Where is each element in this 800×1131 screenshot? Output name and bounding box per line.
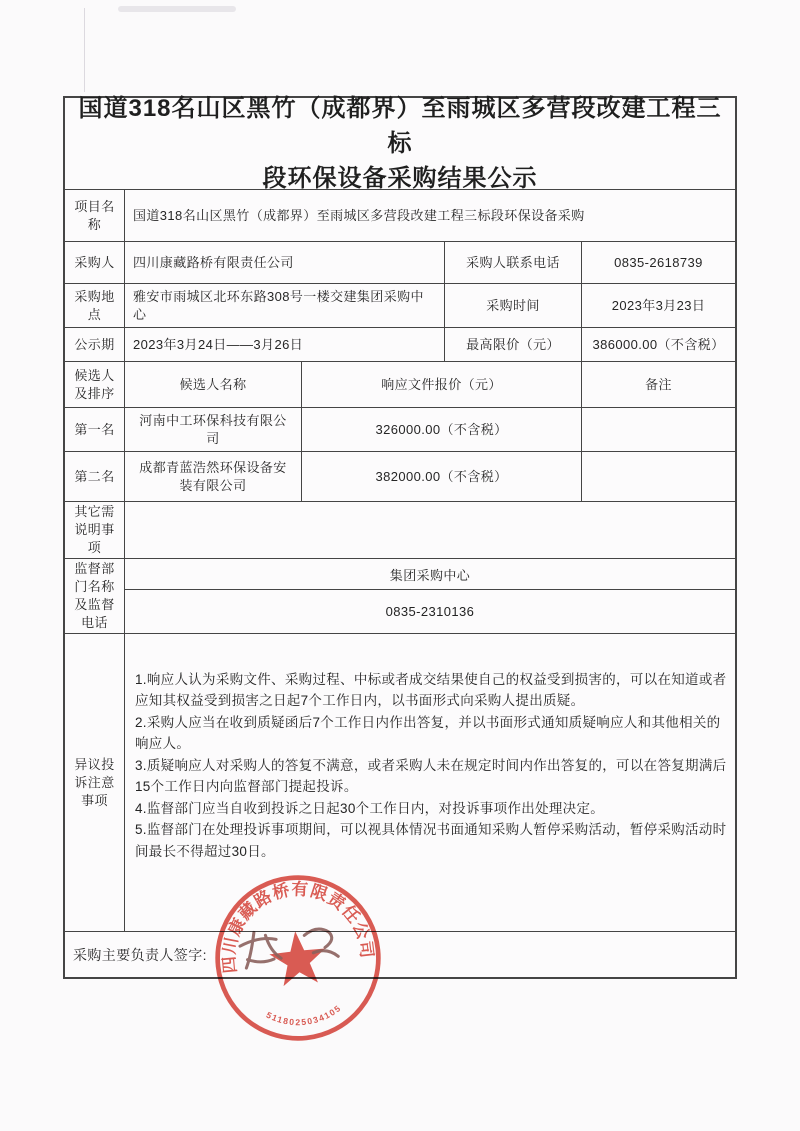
scan-smudge — [118, 6, 236, 12]
objection-item-3: 3.质疑响应人对采购人的答复不满意，或者采购人未在规定时间内作出答复的，可以在答复期满后15个工作日内向监督部门提起投诉。 — [135, 757, 727, 795]
purchase-time-label: 采购时间 — [445, 284, 582, 327]
title-line-1: 国道318名山区黑竹（成都界）至雨城区多营段改建工程三标 — [78, 95, 722, 157]
candidate-row-1 — [65, 408, 735, 452]
purchaser-phone-value: 0835-2618739 — [614, 254, 703, 270]
publicity-period-row — [65, 328, 735, 362]
candidate-2-rank: 第二名 — [65, 452, 125, 501]
supervision-phone: 0835-2310136 — [385, 604, 475, 619]
other-notes-value — [125, 502, 735, 558]
candidate-2-price: 382000.00（不含税） — [302, 452, 582, 501]
other-notes-row — [65, 502, 735, 559]
supervision-department: 集团采购中心 — [125, 559, 735, 590]
seal-code: 5118025034105 — [264, 1002, 344, 1028]
supervision-row — [65, 559, 735, 634]
scan-fold-line — [84, 8, 85, 92]
purchaser-label: 采购人 — [65, 242, 125, 283]
other-notes-label: 其它需说明事项 — [65, 502, 125, 558]
candidate-row-2 — [65, 452, 735, 502]
purchaser-phone-label: 采购人联系电话 — [445, 242, 582, 283]
objection-item-4: 4.监督部门应当自收到投诉之日起30个工作日内，对投诉事项作出处理决定。 — [135, 800, 605, 816]
objection-item-5: 5.监督部门在处理投诉事项期间，可以视具体情况书面通知采购人暂停采购活动，暂停采购活动时间最长不得超过30日。 — [135, 822, 727, 859]
location-row — [65, 284, 735, 328]
purchaser-value: 四川康藏路桥有限责任公司 — [125, 242, 445, 283]
rank-header: 候选人及排序 — [65, 362, 125, 407]
candidate-1-rank: 第一名 — [65, 408, 125, 451]
project-name-row — [65, 190, 735, 242]
objection-content — [125, 634, 735, 931]
title-line-2: 段环保设备采购结果公示 — [262, 165, 538, 192]
location-label: 采购地点 — [65, 284, 125, 327]
purchase-time-value: 2023年3月23日 — [611, 297, 706, 313]
max-price-value: 386000.00（不含税） — [592, 336, 725, 352]
objection-label: 异议投诉注意事项 — [65, 634, 125, 931]
objection-row — [65, 634, 735, 932]
candidate-1-name: 河南中工环保科技有限公司 — [125, 408, 302, 451]
publicity-period-value: 2023年3月24日——3月26日 — [125, 328, 445, 361]
seal-company-name: 四川康藏路桥有限责任公司 — [219, 879, 377, 974]
bid-price-header: 响应文件报价（元） — [302, 362, 582, 407]
title-row — [65, 95, 735, 192]
objection-item-1: 1.响应人认为采购文件、采购过程、中标或者成交结果使自己的权益受到损害的，可以在知道或者应知其权益受到损害之日起7个工作日内，以书面形式向采购人提出质疑。 — [135, 671, 727, 709]
candidate-1-price: 326000.00（不含税） — [302, 408, 582, 451]
project-name-value: 国道318名山区黑竹（成都界）至雨城区多营段改建工程三标段环保设备采购 — [133, 207, 585, 223]
publicity-period-label: 公示期 — [65, 328, 125, 361]
candidates-header-row — [65, 362, 735, 408]
purchaser-row — [65, 242, 735, 284]
signature-row — [65, 932, 735, 977]
supervision-values — [125, 559, 735, 633]
location-value: 雅安市雨城区北环东路308号一楼交建集团采购中心 — [125, 284, 445, 327]
candidate-name-header: 候选人名称 — [125, 362, 302, 407]
remark-header: 备注 — [645, 376, 672, 392]
candidate-2-remark — [582, 452, 735, 501]
max-price-label: 最高限价（元） — [445, 328, 582, 361]
candidate-2-name: 成都青蓝浩然环保设备安装有限公司 — [125, 452, 302, 501]
candidate-1-remark — [582, 408, 735, 451]
document-title — [65, 95, 735, 192]
supervision-label: 监督部门名称及监督电话 — [65, 559, 125, 633]
objection-item-2: 2.采购人应当在收到质疑函后7个工作日内作出答复，并以书面形式通知质疑响应人和其他相关的响应人。 — [135, 714, 721, 752]
project-name-label: 项目名称 — [65, 190, 125, 241]
signature-label: 采购主要负责人签字: — [73, 946, 207, 963]
announcement-table — [63, 96, 737, 979]
